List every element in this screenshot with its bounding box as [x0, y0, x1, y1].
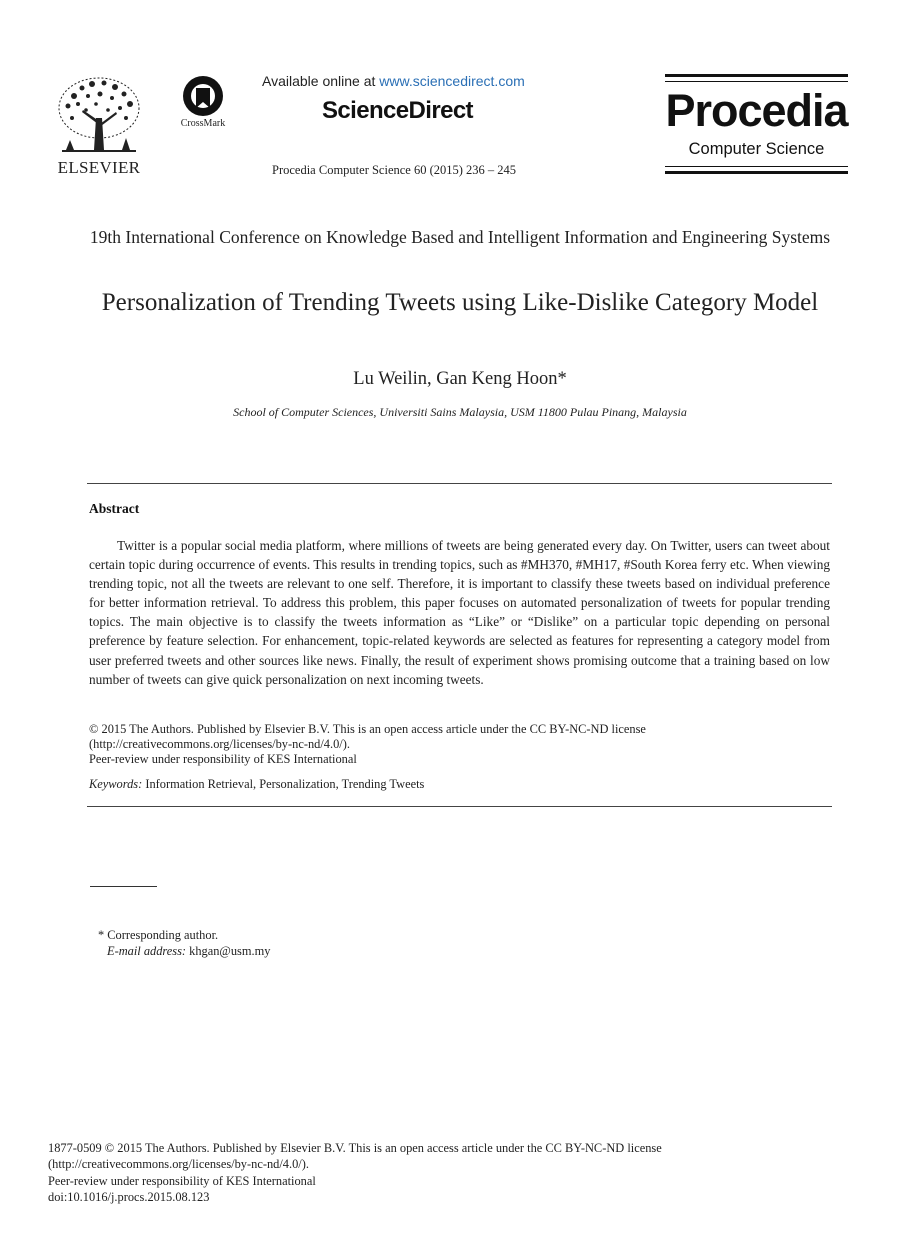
procedia-rule	[665, 171, 848, 174]
corresponding-author-note: * Corresponding author.	[98, 928, 219, 942]
email-label: E-mail address:	[107, 944, 187, 958]
peer-review-line: Peer-review under responsibility of KES International	[48, 1173, 316, 1188]
crossmark-badge[interactable]	[172, 74, 234, 134]
doi-line[interactable]: doi:10.1016/j.procs.2015.08.123	[48, 1189, 210, 1204]
author-list: Lu Weilin, Gan Keng Hoon*	[353, 369, 567, 389]
keywords	[89, 777, 424, 792]
procedia-rule	[665, 166, 848, 167]
sciencedirect-logo: ScienceDirect	[322, 97, 473, 124]
license-link[interactable]: (http://creativecommons.org/licenses/by-nc-nd/4.0/).	[48, 1157, 309, 1172]
abstract-body: Twitter is a popular social media platform, where millions of tweets are being generated every day. On Twitter, users can tweet about certain topic during occurrence of events. This results in trending topics, such as #MH370, #MH17, #South Korea ferry etc. When viewing trending topic, not all the tweets are relevant to one self. Therefore, it is important to classify these tweets based on individual preference for better information retrieval. To address this problem, this paper focuses on automated personalization of tweets for popular trending topics. The main objective is to classify the tweets information as “Like” or “Dislike” on a particular topic depending on personal preference by feature selection. For enhancement, topic-related keywords are selected as features for representing a category model from user preferred tweets and other sources like news. Finally, the result of experiment shows promising outcome that a training based on low number of tweets can give quick personalization on next incoming tweets.	[89, 538, 830, 687]
elsevier-tree-icon	[52, 74, 146, 158]
footnote-rule	[90, 886, 157, 887]
journal-citation: Procedia Computer Science 60 (2015) 236 – 245	[272, 163, 517, 177]
elsevier-logo	[52, 74, 146, 178]
copyright-line: © 2015 The Authors. Published by Elsevier B.V. This is an open access article under the CC BY-NC-ND license	[89, 722, 646, 736]
peer-review-line: Peer-review under responsibility of KES International	[89, 752, 357, 766]
elsevier-wordmark: ELSEVIER	[57, 158, 141, 177]
conference-name: 19th International Conference on Knowledge Based and Intelligent Information and Engineering Systems	[89, 227, 831, 247]
email-line	[107, 944, 270, 959]
crossmark-label: CrossMark	[180, 118, 226, 129]
divider	[87, 806, 832, 807]
crossmark-icon	[172, 74, 234, 118]
paper-title: Personalization of Trending Tweets using Like-Dislike Category Model	[101, 289, 819, 316]
procedia-title: Procedia	[665, 85, 848, 136]
procedia-logo	[665, 74, 848, 174]
divider	[87, 483, 832, 484]
procedia-subtitle: Computer Science	[688, 140, 825, 158]
keywords-text: Information Retrieval, Personalization, Trending Tweets	[142, 777, 425, 791]
procedia-rule	[665, 81, 848, 82]
copyright-notice	[89, 722, 830, 767]
email-address[interactable]: khgan@usm.my	[186, 944, 271, 958]
sciencedirect-link[interactable]: www.sciencedirect.com	[379, 73, 525, 89]
abstract-heading: Abstract	[89, 501, 140, 516]
issn-copyright-line: 1877-0509 © 2015 The Authors. Published by Elsevier B.V. This is an open access article under the CC BY-NC-ND license	[48, 1141, 662, 1155]
procedia-rule	[665, 74, 848, 77]
license-link[interactable]: (http://creativecommons.org/licenses/by-nc-nd/4.0/).	[89, 737, 350, 751]
affiliation: School of Computer Sciences, Universiti Sains Malaysia, USM 11800 Pulau Pinang, Malaysia	[233, 405, 687, 419]
available-online-prefix: Available online at	[262, 73, 380, 89]
keywords-label: Keywords:	[89, 777, 143, 791]
publication-info	[48, 1140, 748, 1205]
available-online-line	[262, 73, 525, 89]
